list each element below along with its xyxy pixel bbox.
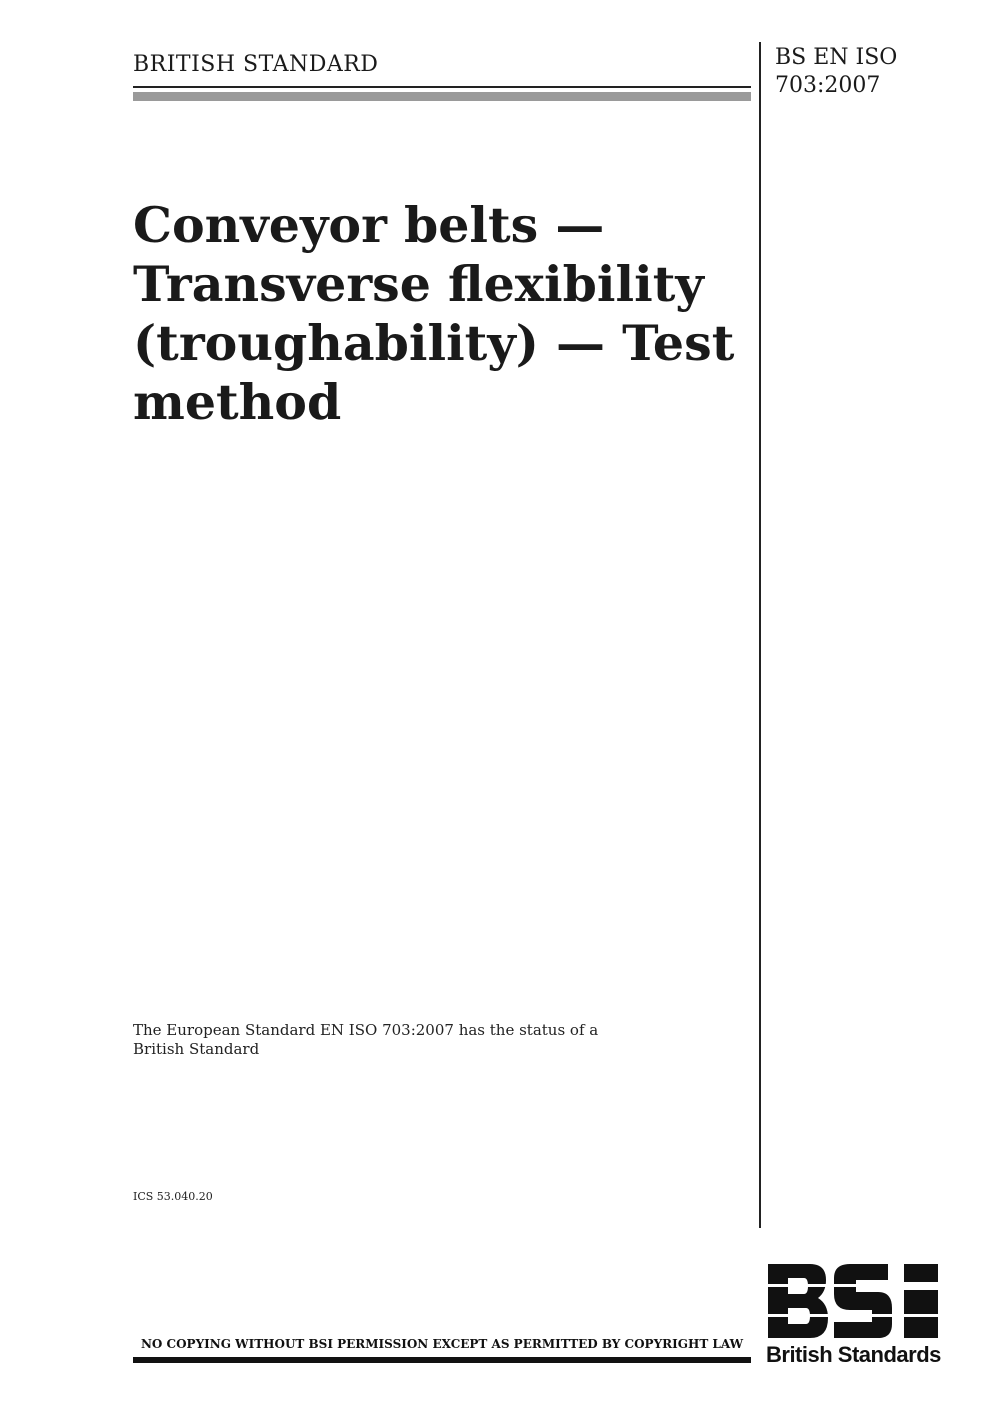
designation-line-2: 703:2007 — [775, 73, 881, 98]
title-line-4: method — [133, 373, 342, 431]
title-line-1: Conveyor belts — — [133, 196, 605, 254]
status-line-1: The European Standard EN ISO 703:2007 has the status of a — [133, 1021, 599, 1039]
designation-line-1: BS EN ISO — [775, 45, 898, 70]
bsi-logo-mark-icon — [766, 1262, 946, 1342]
copyright-notice: NO COPYING WITHOUT BSI PERMISSION EXCEPT AS PERMITTED BY COPYRIGHT LAW — [140, 1337, 744, 1351]
document-title — [133, 196, 753, 432]
vertical-divider — [759, 42, 761, 1228]
standard-designation — [775, 44, 975, 100]
status-line-2: British Standard — [133, 1040, 260, 1058]
title-line-3: (troughability) — Test — [133, 314, 735, 372]
status-statement — [133, 1021, 653, 1059]
header-rule-thin — [133, 86, 751, 88]
ics-code: ICS 53.040.20 — [133, 1190, 213, 1203]
footer-rule — [133, 1357, 751, 1363]
document-class-label: BRITISH STANDARD — [133, 52, 379, 77]
header-rule-grey — [133, 92, 751, 101]
bsi-logo-caption: British Standards — [766, 1342, 941, 1367]
bsi-logo — [766, 1262, 946, 1372]
title-line-2: Transverse flexibility — [133, 255, 704, 313]
